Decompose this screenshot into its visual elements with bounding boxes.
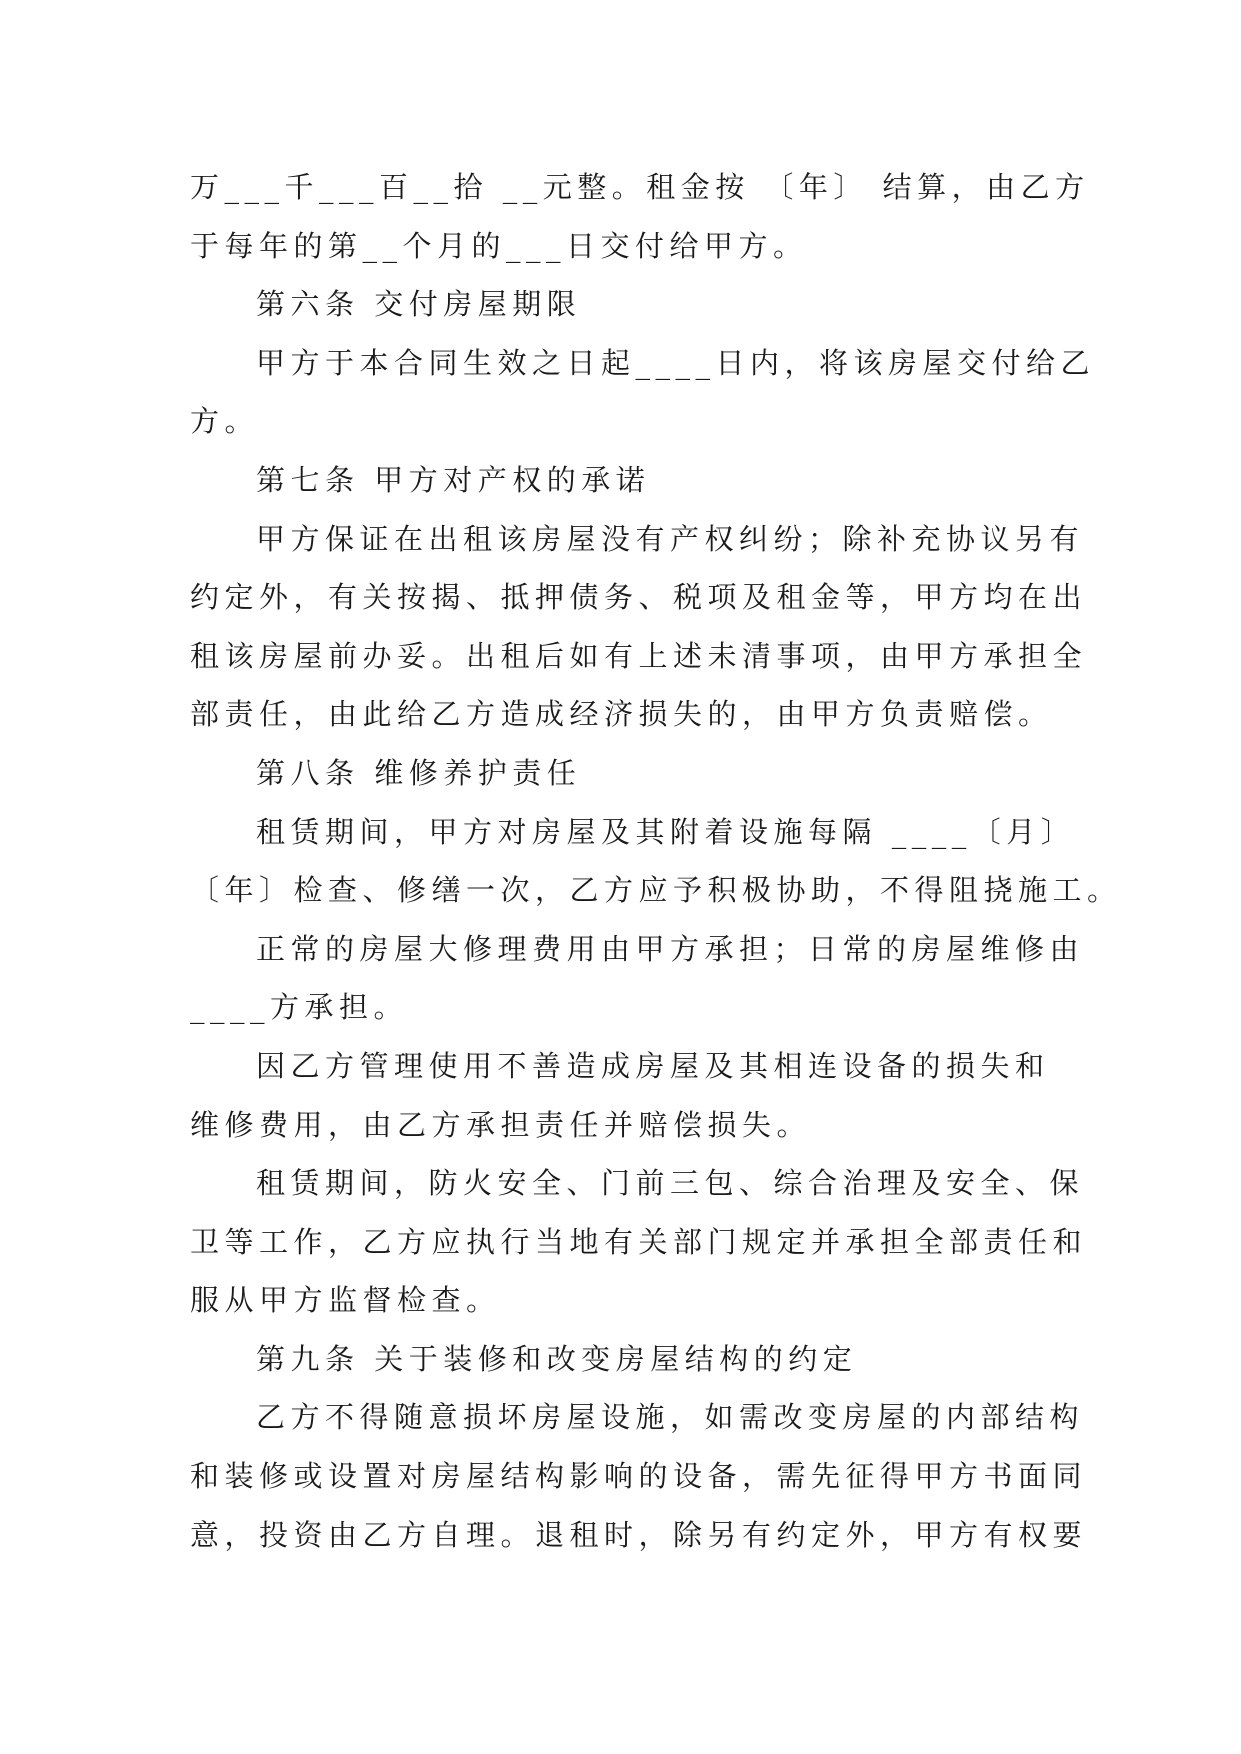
section-heading: 第八条 维修养护责任	[256, 755, 582, 790]
text-line: 乙方不得随意损坏房屋设施，如需改变房屋的内部结构	[256, 1400, 1085, 1435]
text-line: 部责任，由此给乙方造成经济损失的，由甲方负责赔偿。	[190, 697, 1053, 732]
section-heading: 第九条 关于装修和改变房屋结构的约定	[256, 1341, 858, 1376]
text-line: 维修费用，由乙方承担责任并赔偿损失。	[190, 1107, 812, 1142]
text-line: 租赁期间，防火安全、门前三包、综合治理及安全、保	[256, 1166, 1085, 1201]
text-line: 万___千___百__拾 __元整。租金按 〔年〕 结算，由乙方	[190, 170, 1090, 204]
text-line: 租该房屋前办妥。出租后如有上述未清事项，由甲方承担全	[190, 638, 1088, 673]
text-line: 意，投资由乙方自理。退租时，除另有约定外，甲方有权要	[190, 1517, 1088, 1552]
text-line: 租赁期间，甲方对房屋及其附着设施每隔 ____〔月〕	[256, 814, 1076, 849]
text-line: 约定外，有关按揭、抵押债务、税项及租金等，甲方均在出	[190, 580, 1088, 615]
text-line: 和装修或设置对房屋结构影响的设备，需先征得甲方书面同	[190, 1459, 1088, 1494]
text-line: 甲方于本合同生效之日起____日内，将该房屋交付给乙	[256, 345, 1096, 380]
text-line: 于每年的第__个月的___日交付给甲方。	[190, 228, 808, 263]
text-line: 〔年〕检查、修缮一次，乙方应予积极协助，不得阻挠施工。	[190, 873, 1122, 908]
section-heading: 第七条 甲方对产权的承诺	[256, 462, 651, 497]
text-line: 正常的房屋大修理费用由甲方承担；日常的房屋维修由	[256, 931, 1085, 966]
text-line: 甲方保证在出租该房屋没有产权纠纷；除补充协议另有	[256, 521, 1085, 556]
text-line: 服从甲方监督检查。	[190, 1283, 501, 1318]
document-page	[190, 158, 1122, 1564]
text-line: 因乙方管理使用不善造成房屋及其相连设备的损失和	[256, 1048, 1050, 1083]
section-heading: 第六条 交付房屋期限	[256, 287, 582, 322]
text-line: 方。	[190, 404, 260, 439]
text-line: ____方承担。	[190, 990, 409, 1025]
text-line: 卫等工作，乙方应执行当地有关部门规定并承担全部责任和	[190, 1224, 1088, 1259]
